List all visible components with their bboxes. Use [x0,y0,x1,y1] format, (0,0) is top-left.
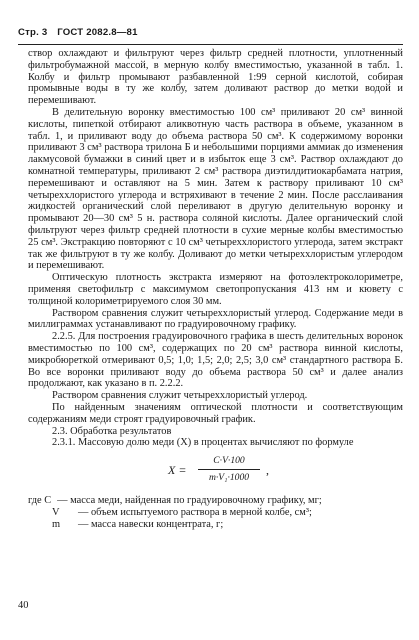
formula-trail: , [266,463,269,478]
paragraph: По найденным значениям оптической плотности и соответствующим содержаниям меди строят градуировочный график. [28,401,403,425]
header-standard-label: ГОСТ 2082.8—81 [57,27,138,38]
page-number: 40 [18,600,29,611]
formula [28,453,403,493]
section-heading: 2.3. Обработка результатов [52,425,172,437]
fraction-bar [198,469,260,470]
page-header [18,27,403,43]
legend-row [28,507,403,519]
legend-text: — масса навески концентрата, г; [78,518,224,530]
formula-denominator: m·V₁·1000 [208,472,250,484]
paragraph: 2.3.1. Массовую долю меди (X) в процентах вычисляют по формуле [52,437,354,449]
body-text [28,48,403,530]
formula-lhs: X = [168,463,187,478]
paragraph: В делительную воронку вместимостью 100 см³ приливают 20 см³ винной кислоты, пипеткой отбирают аликвотную часть раствора в объеме, указанном в табл. 1, и приливают воду до объема раствора 50 см³. К содержимому воронки приливают 3 см³ раствора трилона Б и небольшими порциями аммиак до изменения лакмусовой бумажки в синий цвет и в избыток еще 3 см³. Раствор охлаждают до комнатной температуры, приливают 2 см³ раствора диэтилдитиокарбамата натрия, перемешивают и оставляют на 5 мин. Затем к раствору приливают 10 см³ четыреххлористого углерода и встряхивают в течение 2 мин. После расслаивания жидкостей органический слой переливают в другую делительную воронку и промывают 20—30 см³ 5 н. раствора соляной кислоты. Далее органический слой фильтруют через фильтр средней плотности в сухие мерные колбы вместимостью 25 см³. Экстракцию повторяют с 10 см³ четыреххлористого углерода, затем экстракт так же фильтруют в ту же колбу. Доливают до метки четыреххлористым углеродом и перемешивают. [28,106,403,272]
legend-text: — объем испытуемого раствора в мерной колбе, см³; [78,506,312,518]
paragraph: Оптическую плотность экстракта измеряют на фотоэлектроколориметре, применяя светофильтр с максимумом светопропускания 413 нм и кювету с толщиной колориметрируемого слоя 30 мм. [28,272,403,307]
formula-fraction [198,455,260,485]
header-page-label: Стр. 3 [18,27,48,38]
legend-symbol: V [52,506,60,518]
header-rule [18,44,403,45]
paragraph: створ охлаждают и фильтруют через фильтр средней плотности, уплотненный фильтробумажной массой, в мерную колбу вместимостью, указанной в табл. 1. Колбу и фильтр промывают разбавленной 1:99 серной кислотой, собирая промывные воды в ту же колбу, затем доливают раствор до метки водой и перемешивают. [28,48,403,107]
paragraph: Раствором сравнения служит четыреххлористый углерод. [52,390,308,402]
legend-row [28,519,403,531]
legend-symbol: где C [28,495,52,507]
legend-row [28,495,403,507]
legend-text: — масса меди, найденная по градуировочному графику, мг; [57,495,322,507]
legend-symbol: m [52,518,61,530]
formula-numerator: C·V·100 [213,455,245,467]
paragraph: 2.2.5. Для построения градуировочного графика в шесть делительных воронок вместимостью по 100 см³, содержащих по 20 см³ раствора винной кислоты, микробюреткой отмеривают 0,5; 1,0; 1,5; 2,0; 2,5; 3,0 см³ стандартного раствора Б. Во все воронки приливают воду до объема раствора 50 см³ и далее анализ продолжают, как указано в п. 2.2.2. [28,331,403,390]
formula-legend [28,495,403,530]
paragraph: Раствором сравнения служит четыреххлористый углерод. Содержание меди в миллиграммах устанавливают по градуировочному графику. [28,307,403,331]
